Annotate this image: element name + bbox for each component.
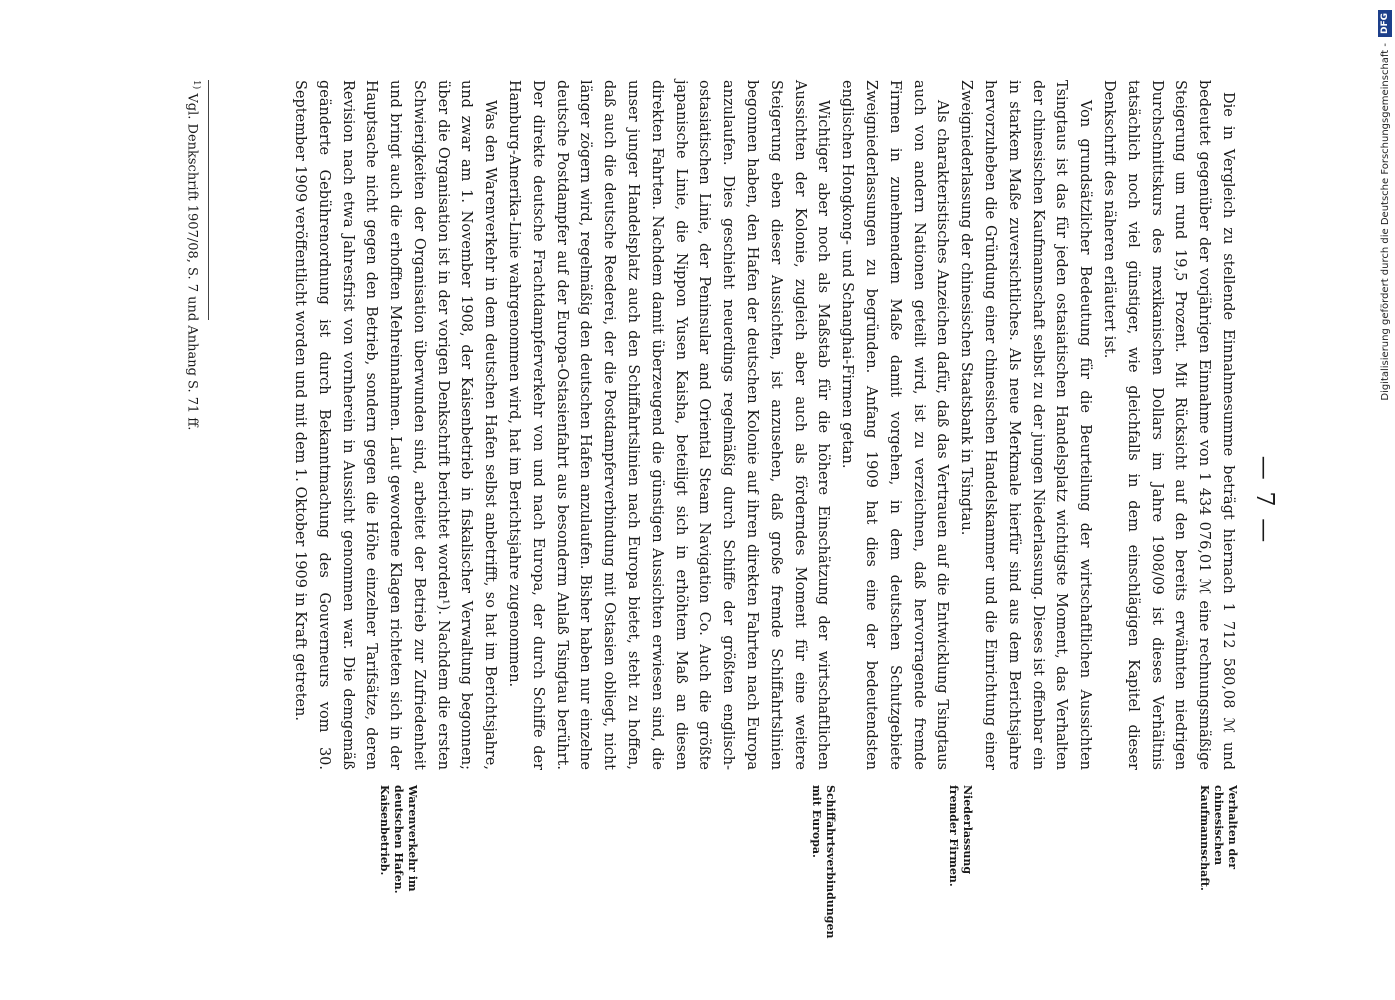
paragraph-chinese-merchants: Von grundsätzlicher Bedeutung für die Beurteilung der wirtschaftlichen Aussichten Tsingtaus ist das für jeden ostasiatischen Handelsplatz wichtigste Moment, das Verhalten der chinesischen Kaufmannschaft selbst zu der jungen Niederlassung. Dieses ist offenbar ein in starkem Maße zuversichtliches. Als neue Merkmale hierfür sind aus dem Berichtsjahre hervorzuheben die Gründung einer chinesischen Handelskammer und die Einrichtung einer Zweigniederlassung der chinesischen Staatsbank in Tsingtau. (958, 80, 1094, 770)
paragraph-revenue: Die in Vergleich zu stellende Einnahmesumme beträgt hiernach 1 712 580,08 ℳ und bedeutet gegenüber der vorjährigen Einnahme von 1 434 076,01 ℳ eine rechnungsmäßige Steigerung um rund 19,5 Prozent. Mit Rücksicht auf den bereits erwähnten niedrigen Durchschnittskurs des mexikanischen Dollars im Jahre 1908/09 ist dieses Verhältnis tatsächlich noch viel günstiger, wie gleichfalls in dem einschlägigen Kapitel dieser Denkschrift des näheren erläutert ist. (1101, 80, 1236, 770)
margin-note-harbor: Warenverkehr im deutschen Hafen. Kaisenbetrieb. (378, 785, 419, 894)
paragraph-shipping-lines: Wichtiger aber noch als Maßstab für die höhere Einschätzung der wirtschaftlichen Aussichten der Kolonie, zugleich aber auch als förderndes Moment für eine weitere Steigerung eben dieser Aussichten, ist anzusehen, daß große fremde Schiffahrtslinien begonnen haben, den Hafen der deutschen Kolonie auf ihren direkten Fahrten nach Europa anzulaufen. Dies geschieht neuerdings regelmäßig durch Schiffe der größten englisch-ostasiatischen Linie, der Peninsular and Oriental Steam Navigation Co. Auch die größte japanische Linie, die Nippon Yusen Kaisha, beteiligt sich in erhöhtem Maß an diesen direkten Fahrten. Nachdem damit überzeugend die günstigen Aussichten erwiesen sind, die unser junger Handelsplatz auch den Schiffahrtslinien nach Europa bietet, steht zu hoffen, daß auch die deutsche Reederei, der die Postdampferverbindung mit Ostasien obliegt, nicht länger zögern wird, regelmäßig den deutschen Hafen anzulaufen. Bisher haben nur einzelne deutsche Postdampfer auf der Europa-Ostasienfahrt aus besonderm Anlaß Tsingtau berührt. Der direkte deutsche Frachtdampferverkehr von und nach Europa, der durch Schiffe der Hamburg-Amerika-Linie wahrgenommen wird, hat im Berichtsjahre zugenommen. (506, 80, 832, 770)
footnote-divider (208, 80, 209, 320)
margin-note-foreign-firms: Niederlassung fremder Firmen. (947, 785, 974, 887)
page-number: — 7 — (1251, 455, 1279, 545)
footnote (185, 80, 201, 770)
dfg-logo-icon: DFG (1378, 10, 1392, 37)
digitization-credit (1335, 10, 1391, 990)
footnote-marker: 1) (191, 80, 201, 90)
rotated-page-content (149, 60, 1279, 940)
paragraph-goods-traffic: Was den Warenverkehr in dem deutschen Hafen selbst anbetrifft, so hat im Berichtsjahre, und zwar am 1. November 1908, der Kaisenbetrieb in fiskalischer Verwaltung begonnen; über die Organisation ist in der vorigen Denkschrift berichtet worden¹). Nachdem die ersten Schwierigkeiten der Organisation überwunden sind, arbeitet der Betrieb zur Zufriedenheit und bringt auch die erhofften Mehreinnahmen. Laut gewordene Klagen richteten sich in der Hauptsache nicht gegen den Betrieb, sondern gegen die Höhe einzelner Tarifsätze, deren Revision nach etwa Jahresfrist von vornherein in Aussicht genommen war. Die demgemäß geänderte Gebührenordnung ist durch Bekanntmachung des Gouverneurs vom 30. September 1909 veröffentlicht worden und mit dem 1. Oktober 1909 in Kraft getreten. (291, 80, 499, 770)
margin-note-shipping: Schiffahrtsverbindungen mit Europa. (810, 785, 837, 939)
main-text-column (287, 80, 1239, 770)
footnote-text: Vgl. Denkschrift 1907/08, S. 7 und Anhang S. 71 ff. (184, 93, 200, 431)
credit-text: Digitalisierung gefördert durch die Deutsche Forschungsgemeinschaft - (1379, 43, 1391, 401)
paragraph-foreign-firms: Als charakteristisches Anzeichen dafür, daß das Vertrauen auf die Entwicklung Tsingtaus auch von andern Nationen geteilt wird, ist zu verzeichnen, daß hervorragende fremde Firmen in zunehmendem Maße damit vorgehen, in dem deutschen Schutzgebiete Zweigniederlassungen zu begründen. Anfang 1909 hat dies eine der bedeutendsten englischen Hongkong- und Schanghai-Firmen getan. (839, 80, 951, 770)
margin-note-merchants: Verhalten der chinesischen Kaufmannschaft. (1198, 785, 1239, 891)
